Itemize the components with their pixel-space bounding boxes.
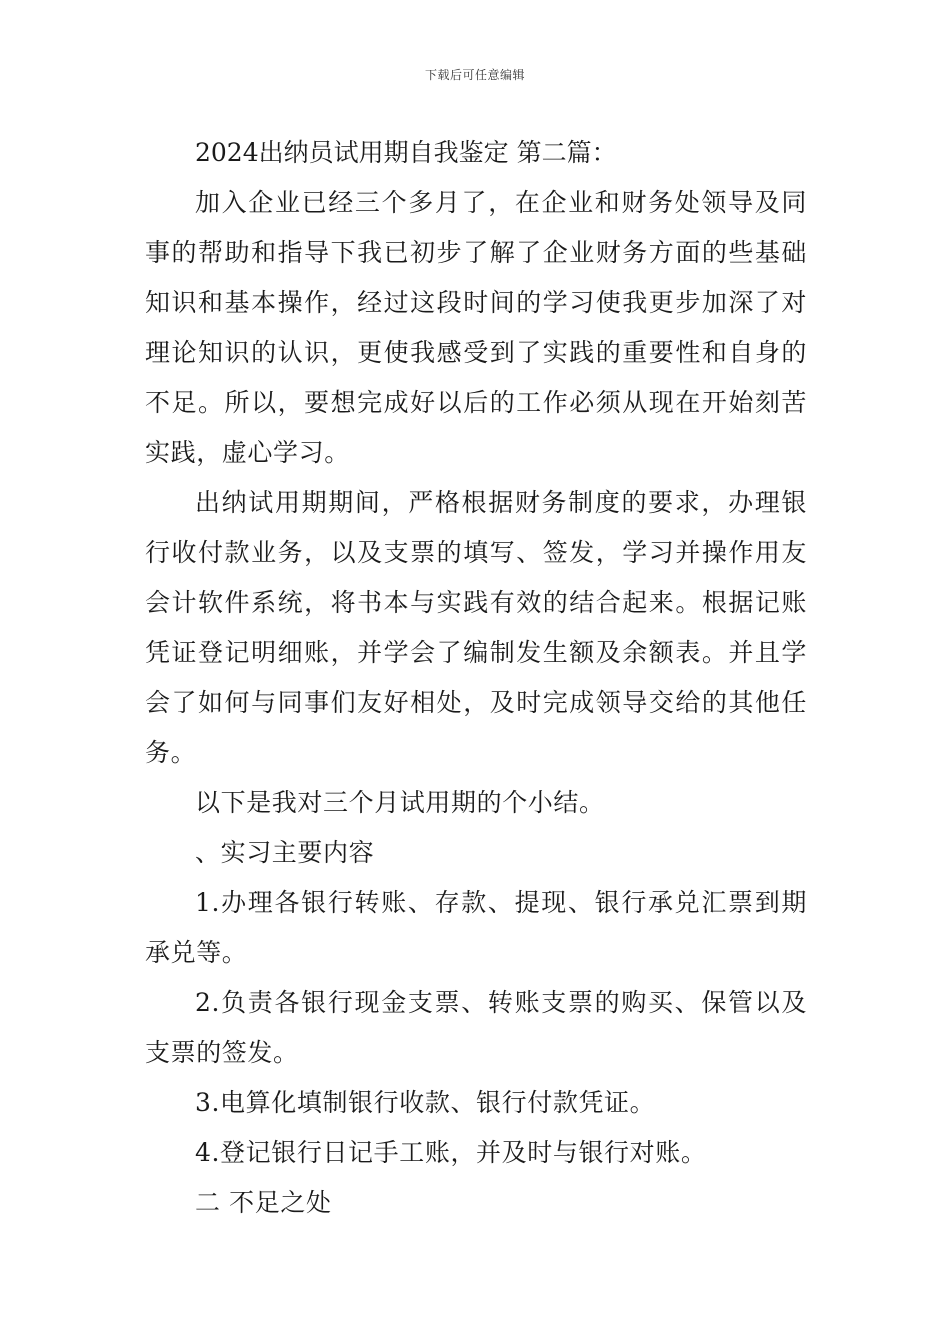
paragraph-summary-lead: 以下是我对三个月试用期的个小结。	[195, 788, 605, 817]
document-body	[145, 128, 807, 1228]
document-title: 2024出纳员试用期自我鉴定 第二篇：	[195, 138, 617, 167]
section-heading-main-content: 、实习主要内容	[195, 838, 375, 867]
header-note: 下载后可任意编辑	[424, 68, 525, 82]
list-item-3: 3.电算化填制银行收款、银行付款凭证。	[195, 1088, 656, 1117]
section-heading-shortcomings: 二 不足之处	[195, 1188, 332, 1217]
list-item-1: 1.办理各银行转账、存款、提现、银行承兑汇票到期承兑等。	[145, 888, 807, 967]
paragraph-intro: 加入企业已经三个多月了，在企业和财务处领导及同事的帮助和指导下我已初步了解了企业财务方面的些基础知识和基本操作，经过这段时间的学习使我更步加深了对理论知识的认识，更使我感受到了实践的重要性和自身的不足。所以，要想完成好以后的工作必须从现在开始刻苦实践，虚心学习。	[145, 188, 807, 467]
paragraph-duties: 出纳试用期期间，严格根据财务制度的要求，办理银行收付款业务，以及支票的填写、签发，学习并操作用友会计软件系统，将书本与实践有效的结合起来。根据记账凭证登记明细账，并学会了编制发生额及余额表。并且学会了如何与同事们友好相处，及时完成领导交给的其他任务。	[145, 488, 807, 767]
list-item-4: 4.登记银行日记手工账，并及时与银行对账。	[195, 1138, 707, 1167]
list-item-2: 2.负责各银行现金支票、转账支票的购买、保管以及支票的签发。	[145, 988, 807, 1067]
